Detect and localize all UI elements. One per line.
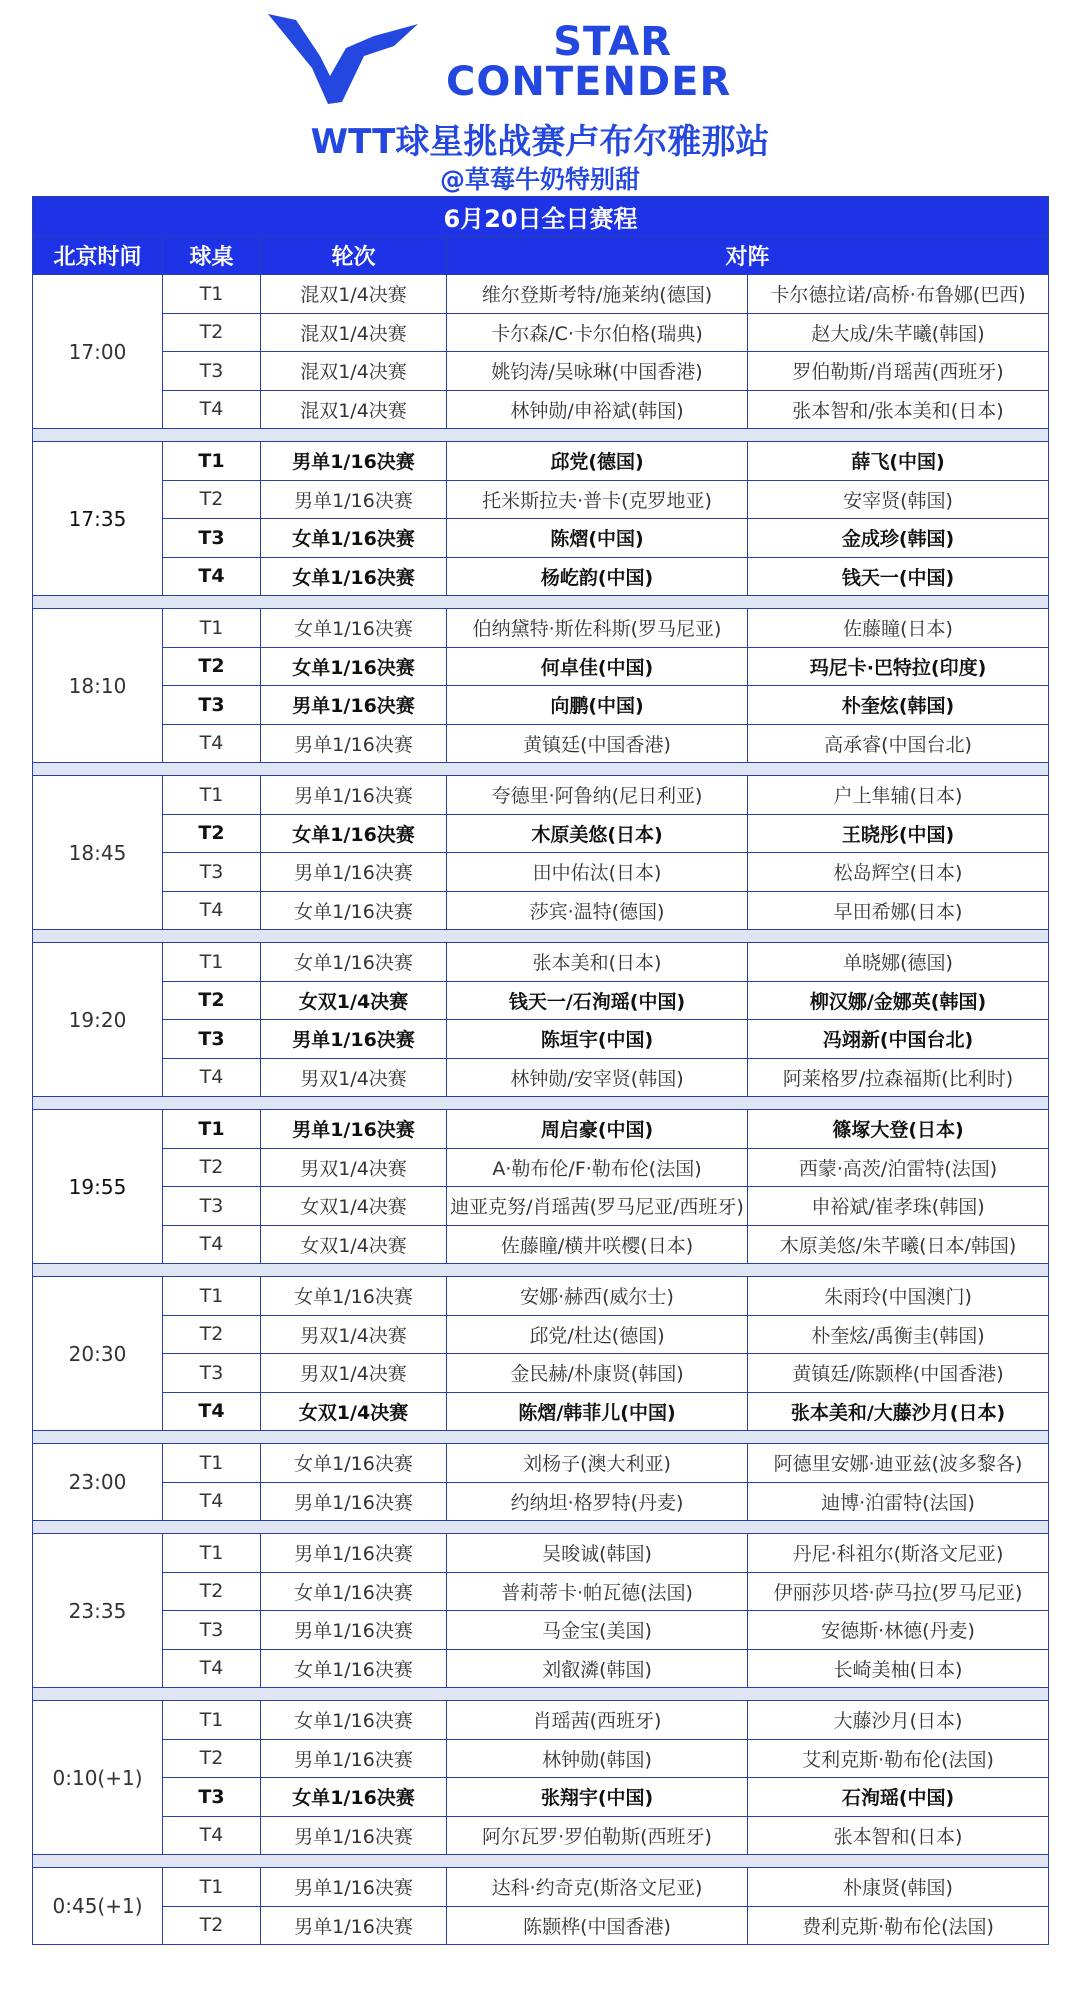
col-header-matchup: 对阵 [447,237,1049,275]
match-row [33,1020,1049,1059]
schedule-table [32,196,1049,1945]
match-round: 女单1/16决赛 [261,1649,447,1688]
match-round: 女双1/4决赛 [261,1392,447,1431]
session-separator [33,1097,1049,1110]
player-b: 卡尔德拉诺/高桥·布鲁娜(巴西) [748,275,1049,314]
table-number: T1 [163,1701,261,1740]
player-b: 丹尼·科祖尔(斯洛文尼亚) [748,1534,1049,1573]
table-number: T2 [163,480,261,519]
table-number: T2 [163,1906,261,1945]
separator-cell [33,1431,1049,1444]
session-separator [33,930,1049,943]
page-title: WTT球星挑战赛卢布尔雅那站 [310,122,770,162]
player-a: 肖瑶茜(西班牙) [447,1701,748,1740]
match-row [33,1148,1049,1187]
table-number: T3 [163,1778,261,1817]
session-separator [33,1688,1049,1701]
match-round: 男单1/16决赛 [261,1739,447,1778]
session-time: 18:45 [33,776,163,930]
player-b: 朱雨玲(中国澳门) [748,1277,1049,1316]
match-round: 男单1/16决赛 [261,1816,447,1855]
schedule-body [33,275,1049,1945]
player-b: 柳汉娜/金娜英(韩国) [748,981,1049,1020]
match-round: 男单1/16决赛 [261,1482,447,1521]
match-round: 混双1/4决赛 [261,275,447,314]
table-number: T3 [163,853,261,892]
match-round: 女双1/4决赛 [261,981,447,1020]
match-round: 男单1/16决赛 [261,686,447,725]
table-number: T1 [163,1868,261,1907]
player-a: 吴晙诚(韩国) [447,1534,748,1573]
match-row [33,981,1049,1020]
match-row [33,1868,1049,1907]
player-a: 邱党/杜达(德国) [447,1315,748,1354]
match-round: 男单1/16决赛 [261,1868,447,1907]
session-separator [33,429,1049,442]
table-number: T1 [163,1277,261,1316]
player-b: 玛尼卡·巴特拉(印度) [748,647,1049,686]
match-row [33,776,1049,815]
session-time: 23:00 [33,1444,163,1521]
col-header-round: 轮次 [261,237,447,275]
col-header-time: 北京时间 [33,237,163,275]
session-time: 0:10(+1) [33,1701,163,1855]
match-row [33,313,1049,352]
table-number: T1 [163,609,261,648]
session-separator [33,1264,1049,1277]
day-title-row [33,197,1049,237]
player-a: 田中佑汰(日本) [447,853,748,892]
match-row [33,1110,1049,1149]
match-round: 男单1/16决赛 [261,1611,447,1650]
match-row [33,686,1049,725]
header [0,0,1080,192]
col-header-table: 球桌 [163,237,261,275]
match-row [33,1611,1049,1650]
player-a: 刘杨子(澳大利亚) [447,1444,748,1483]
player-b: 金成珍(韩国) [748,519,1049,558]
player-b: 木原美悠/朱芊曦(日本/韩国) [748,1225,1049,1264]
match-round: 男单1/16决赛 [261,480,447,519]
match-row [33,1906,1049,1945]
table-number: T3 [163,1354,261,1393]
match-round: 男单1/16决赛 [261,1534,447,1573]
match-round: 男单1/16决赛 [261,776,447,815]
match-row [33,1534,1049,1573]
match-round: 女单1/16决赛 [261,943,447,982]
match-round: 男双1/4决赛 [261,1148,447,1187]
match-round: 女双1/4决赛 [261,1225,447,1264]
table-number: T1 [163,1110,261,1149]
session-time: 0:45(+1) [33,1868,163,1945]
separator-cell [33,1264,1049,1277]
match-round: 女单1/16决赛 [261,647,447,686]
table-number: T1 [163,442,261,481]
player-a: 林钟勋/安宰贤(韩国) [447,1058,748,1097]
match-round: 女单1/16决赛 [261,1778,447,1817]
match-round: 男双1/4决赛 [261,1058,447,1097]
match-round: 女单1/16决赛 [261,891,447,930]
match-row [33,1816,1049,1855]
player-a: 维尔登斯考特/施莱纳(德国) [447,275,748,314]
match-row [33,1482,1049,1521]
match-row [33,1778,1049,1817]
match-row [33,557,1049,596]
table-number: T2 [163,981,261,1020]
player-a: 托米斯拉夫·普卡(克罗地亚) [447,480,748,519]
player-b: 费利克斯·勒布伦(法国) [748,1906,1049,1945]
player-a: 刘叡潾(韩国) [447,1649,748,1688]
player-a: 林钟勋/申裕斌(韩国) [447,390,748,429]
table-number: T2 [163,1572,261,1611]
player-a: 安娜·赫西(威尔士) [447,1277,748,1316]
match-round: 混双1/4决赛 [261,390,447,429]
match-row [33,1739,1049,1778]
player-b: 罗伯勒斯/肖瑶茜(西班牙) [748,352,1049,391]
player-b: 西蒙·高茨/泊雷特(法国) [748,1148,1049,1187]
player-b: 朴康贤(韩国) [748,1868,1049,1907]
player-b: 长崎美柚(日本) [748,1649,1049,1688]
player-b: 张本美和/大藤沙月(日本) [748,1392,1049,1431]
player-a: 张本美和(日本) [447,943,748,982]
player-b: 早田希娜(日本) [748,891,1049,930]
player-b: 篠塚大登(日本) [748,1110,1049,1149]
table-number: T4 [163,1816,261,1855]
player-a: 钱天一/石洵瑶(中国) [447,981,748,1020]
table-number: T4 [163,390,261,429]
session-separator [33,596,1049,609]
session-time: 20:30 [33,1277,163,1431]
match-row [33,1701,1049,1740]
player-b: 松岛辉空(日本) [748,853,1049,892]
player-b: 申裕斌/崔孝珠(韩国) [748,1187,1049,1226]
player-a: 迪亚克努/肖瑶茜(罗马尼亚/西班牙) [447,1187,748,1226]
table-number: T1 [163,943,261,982]
player-b: 高承睿(中国台北) [748,724,1049,763]
player-b: 钱天一(中国) [748,557,1049,596]
player-b: 艾利克斯·勒布伦(法国) [748,1739,1049,1778]
table-number: T1 [163,1444,261,1483]
match-row [33,1058,1049,1097]
match-row [33,1315,1049,1354]
separator-cell [33,429,1049,442]
match-round: 女单1/16决赛 [261,814,447,853]
player-a: 杨屹韵(中国) [447,557,748,596]
match-row [33,1572,1049,1611]
table-number: T4 [163,1058,261,1097]
table-number: T4 [163,1392,261,1431]
match-row [33,814,1049,853]
separator-cell [33,930,1049,943]
table-number: T1 [163,1534,261,1573]
session-separator [33,1855,1049,1868]
player-a: 何卓佳(中国) [447,647,748,686]
player-a: 陈垣宇(中国) [447,1020,748,1059]
match-row [33,647,1049,686]
player-a: 佐藤瞳/横井咲樱(日本) [447,1225,748,1264]
match-row [33,724,1049,763]
table-number: T2 [163,647,261,686]
separator-cell [33,596,1049,609]
session-separator [33,763,1049,776]
session-separator [33,1521,1049,1534]
player-b: 阿莱格罗/拉森福斯(比利时) [748,1058,1049,1097]
separator-cell [33,763,1049,776]
player-a: 普莉蒂卡·帕瓦德(法国) [447,1572,748,1611]
brand-line2: CONTENDER [446,59,732,105]
table-number: T1 [163,275,261,314]
match-row [33,480,1049,519]
player-a: 张翔宇(中国) [447,1778,748,1817]
match-round: 男双1/4决赛 [261,1354,447,1393]
separator-cell [33,1855,1049,1868]
player-b: 赵大成/朱芊曦(韩国) [748,313,1049,352]
match-row [33,390,1049,429]
match-round: 男双1/4决赛 [261,1315,447,1354]
player-b: 冯翊新(中国台北) [748,1020,1049,1059]
match-round: 女单1/16决赛 [261,519,447,558]
match-round: 混双1/4决赛 [261,313,447,352]
player-a: 向鹏(中国) [447,686,748,725]
match-round: 女单1/16决赛 [261,1572,447,1611]
player-a: 马金宝(美国) [447,1611,748,1650]
session-time: 17:00 [33,275,163,429]
player-b: 安德斯·林德(丹麦) [748,1611,1049,1650]
player-a: 木原美悠(日本) [447,814,748,853]
separator-cell [33,1521,1049,1534]
match-row [33,1225,1049,1264]
player-a: 卡尔森/C·卡尔伯格(瑞典) [447,313,748,352]
match-row [33,275,1049,314]
player-b: 王晓彤(中国) [748,814,1049,853]
player-b: 张本智和/张本美和(日本) [748,390,1049,429]
player-b: 黄镇廷/陈颢桦(中国香港) [748,1354,1049,1393]
player-b: 阿德里安娜·迪亚兹(波多黎各) [748,1444,1049,1483]
session-separator [33,1431,1049,1444]
match-round: 女单1/16决赛 [261,1701,447,1740]
player-a: 达科·约奇克(斯洛文尼亚) [447,1868,748,1907]
match-row [33,1277,1049,1316]
player-b: 朴奎炫/禹衡圭(韩国) [748,1315,1049,1354]
table-number: T4 [163,557,261,596]
player-a: 阿尔瓦罗·罗伯勒斯(西班牙) [447,1816,748,1855]
session-time: 23:35 [33,1534,163,1688]
match-round: 男单1/16决赛 [261,1906,447,1945]
table-number: T3 [163,686,261,725]
player-a: 姚钧涛/吴咏琳(中国香港) [447,352,748,391]
brand-line1: STAR [553,19,672,65]
match-round: 男单1/16决赛 [261,853,447,892]
table-number: T4 [163,1225,261,1264]
player-a: A·勒布伦/F·勒布伦(法国) [447,1148,748,1187]
table-number: T3 [163,1611,261,1650]
match-row [33,442,1049,481]
table-number: T3 [163,1020,261,1059]
table-number: T3 [163,519,261,558]
table-number: T2 [163,313,261,352]
player-b: 大藤沙月(日本) [748,1701,1049,1740]
match-row [33,943,1049,982]
table-number: T4 [163,724,261,763]
table-number: T4 [163,891,261,930]
player-a: 约纳坦·格罗特(丹麦) [447,1482,748,1521]
match-round: 女双1/4决赛 [261,1187,447,1226]
table-number: T3 [163,352,261,391]
match-row [33,519,1049,558]
player-a: 陈熠(中国) [447,519,748,558]
table-number: T2 [163,1739,261,1778]
session-time: 18:10 [33,609,163,763]
player-b: 薛飞(中国) [748,442,1049,481]
player-a: 林钟勋(韩国) [447,1739,748,1778]
player-b: 张本智和(日本) [748,1816,1049,1855]
player-a: 陈颢桦(中国香港) [447,1906,748,1945]
match-round: 男单1/16决赛 [261,1110,447,1149]
player-a: 伯纳黛特·斯佐科斯(罗马尼亚) [447,609,748,648]
match-row [33,609,1049,648]
session-time: 17:35 [33,442,163,596]
session-time: 19:55 [33,1110,163,1264]
table-number: T2 [163,814,261,853]
player-a: 周启豪(中国) [447,1110,748,1149]
match-round: 男单1/16决赛 [261,1020,447,1059]
table-number: T2 [163,1315,261,1354]
match-round: 女单1/16决赛 [261,557,447,596]
match-round: 女单1/16决赛 [261,1277,447,1316]
match-row [33,1649,1049,1688]
player-b: 安宰贤(韩国) [748,480,1049,519]
player-a: 陈熠/韩菲儿(中国) [447,1392,748,1431]
session-time: 19:20 [33,943,163,1097]
match-round: 女单1/16决赛 [261,609,447,648]
separator-cell [33,1097,1049,1110]
table-number: T4 [163,1649,261,1688]
match-round: 男单1/16决赛 [261,724,447,763]
day-title: 6月20日全日赛程 [33,197,1049,237]
player-b: 佐藤瞳(日本) [748,609,1049,648]
match-row [33,891,1049,930]
match-row [33,1354,1049,1393]
player-b: 朴奎炫(韩国) [748,686,1049,725]
match-round: 女单1/16决赛 [261,1444,447,1483]
match-row [33,1392,1049,1431]
brand-wordmark [446,19,732,105]
match-row [33,853,1049,892]
player-b: 迪博·泊雷特(法国) [748,1482,1049,1521]
match-row [33,352,1049,391]
column-header-row [33,237,1049,275]
player-a: 邱党(德国) [447,442,748,481]
match-round: 混双1/4决赛 [261,352,447,391]
player-b: 石洵瑶(中国) [748,1778,1049,1817]
table-number: T1 [163,776,261,815]
player-b: 户上隼辅(日本) [748,776,1049,815]
match-row [33,1444,1049,1483]
wtt-wing-icon [268,12,418,104]
player-a: 金民赫/朴康贤(韩国) [447,1354,748,1393]
player-a: 黄镇廷(中国香港) [447,724,748,763]
separator-cell [33,1688,1049,1701]
table-number: T3 [163,1187,261,1226]
player-a: 夸德里·阿鲁纳(尼日利亚) [447,776,748,815]
player-a: 莎宾·温特(德国) [447,891,748,930]
table-number: T4 [163,1482,261,1521]
table-number: T2 [163,1148,261,1187]
player-b: 伊丽莎贝塔·萨马拉(罗马尼亚) [748,1572,1049,1611]
author-handle: @草莓牛奶特别甜 [439,165,640,194]
match-round: 男单1/16决赛 [261,442,447,481]
player-b: 单晓娜(德国) [748,943,1049,982]
match-row [33,1187,1049,1226]
